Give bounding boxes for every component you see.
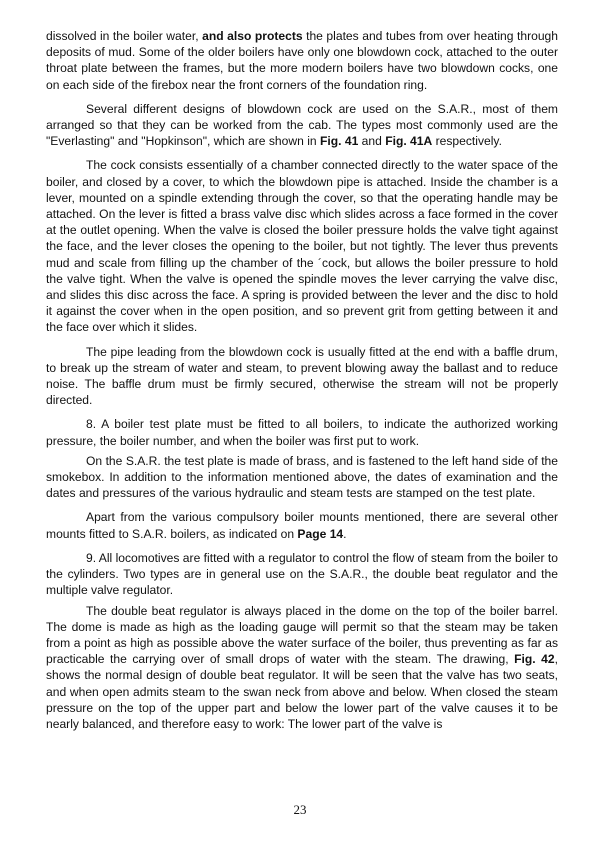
text-run: and	[358, 134, 386, 149]
bold-reference: Fig. 41A	[385, 134, 433, 149]
text-run: The pipe leading from the blowdown cock is usually fitted at the end with a baffle drum, to break up the stream of water and steam, to prevent blowing away the ballast and to reduce noise. The baffle drum must be firmly secured, otherwise the stream will not be properly directed.	[46, 344, 558, 408]
bold-reference: Fig. 42	[514, 652, 555, 667]
paragraph	[46, 344, 558, 409]
bold-reference: and also protects	[202, 29, 303, 43]
paragraph	[46, 550, 558, 599]
text-run: , shows the normal design of double beat regulator. It will be seen that the valve has two seats, and when open admits steam to the swan neck from above and below. When closed the steam pressure on the top of the upper part and below the lower part of the valve causes it to be nearly balanced, and therefore easy to work: The lower part of the valve is	[46, 652, 558, 731]
text-run: respectively.	[432, 134, 502, 149]
text-run: .	[343, 526, 347, 541]
paragraph	[46, 101, 558, 150]
text-run: 8. A boiler test plate must be fitted to all boilers, to indicate the authorized working pressure, the boiler number, and when the boiler was first put to work.	[46, 417, 558, 448]
text-run: the plates and tubes from over heating through deposits of mud. Some of the older boilers have only one blowdown cock, attached to the outer throat plate between the frames, but the more modern boilers have two blowdown cocks, one on each side of the firebox near the front corners of the foundation ring.	[46, 29, 559, 92]
paragraph	[46, 416, 558, 448]
paragraph	[46, 509, 558, 541]
text-run: On the S.A.R. the test plate is made of brass, and is fastened to the left hand side of the smokebox. In addition to the information mentioned above, the dates of examination and the dates and pressures of the various hydraulic and steam tests are stamped on the test plate.	[46, 453, 558, 501]
text-run: Apart from the various compulsory boiler mounts mentioned, there are several other mounts fitted to S.A.R. boilers, as indicated on	[46, 510, 558, 541]
body-text	[46, 28, 558, 732]
bold-reference: Fig. 41	[319, 134, 359, 149]
text-run: 9. All locomotives are fitted with a regulator to control the flow of steam from the boiler to the cylinders. Two types are in general use on the S.A.R., the double beat regulator and the multiple valve regulator.	[46, 550, 558, 598]
bold-reference: Page 14	[297, 526, 344, 541]
text-run: Several different designs of blowdown cock are used on the S.A.R., most of them arranged so that they can be worked from the cab. The types most commonly used are the "Everlasting" and "Hopkinson", which are shown in	[46, 101, 558, 149]
text-run: The cock consists essentially of a chamber connected directly to the water space of the boiler, and closed by a cover, to which the blowdown pipe is attached. Inside the chamber is a lever, mounted on a spindle extending through the cover, so that the operating handle may be attached. On the lever is fitted a brass valve disc which slides across a face formed in the cover at the outlet opening. When the valve is closed the boiler pressure holds the valve tight against the face, and the lever closes the opening to the boiler, but not tightly. The lever thus prevents mud and scale from filling up the chamber of the ´cock, but allows the boiler pressure to hold the valve tight. When the valve is opened the spindle moves the lever carrying the valve disc, and slides this disc across the face. A spring is provided between the lever and the disc to hold it against the cover when in the open position, and so prevent grit from getting between it and the face over which it slides.	[46, 158, 558, 335]
paragraph	[46, 28, 558, 93]
page-number: 23	[293, 802, 307, 817]
paragraph	[46, 157, 558, 335]
paragraph	[46, 603, 558, 733]
text-run: The double beat regulator is always placed in the dome on the top of the boiler barrel. The dome is made as high as the loading gauge will permit so that the steam may be taken from a point as high as possible above the water surface of the boiler, thus preventing as far as practicable the carrying over of small drops of water with the steam. The drawing,	[46, 603, 558, 667]
text-run: dissolved in the boiler water,	[46, 29, 203, 43]
paragraph	[46, 453, 558, 502]
